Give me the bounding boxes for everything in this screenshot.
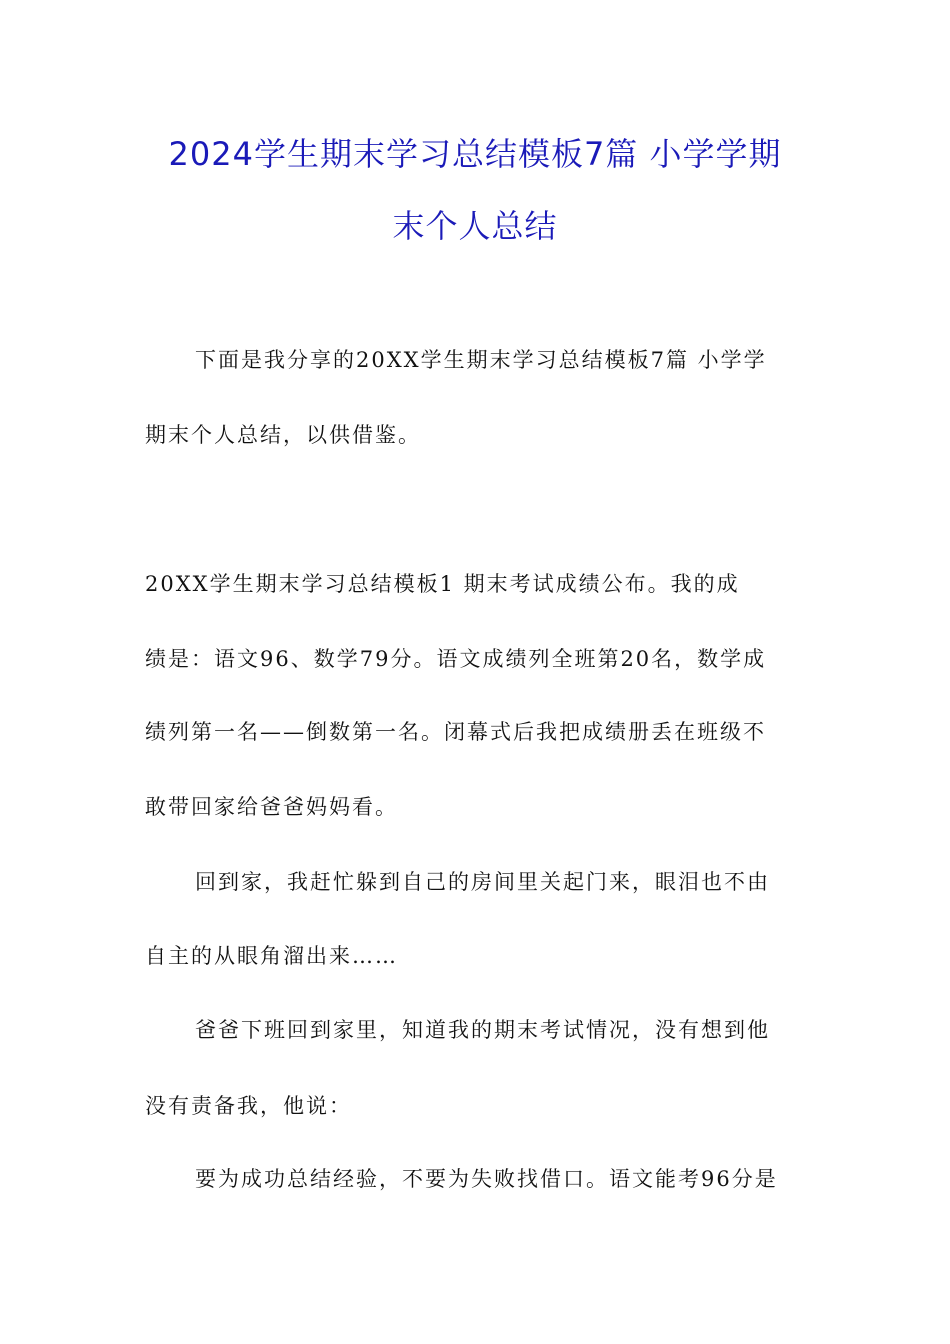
template1-paragraph-line-1: 20XX学生期末学习总结模板1 期末考试成绩公布。我的成 (145, 572, 740, 596)
father-paragraph-line-2: 没有责备我，他说： (145, 1094, 352, 1118)
document-title-line-2: 末个人总结 (392, 207, 558, 245)
intro-paragraph-line-1: 下面是我分享的20XX学生期末学习总结模板7篇 小学学 (195, 348, 767, 372)
home-paragraph-line-1: 回到家，我赶忙躲到自己的房间里关起门来，眼泪也不由 (195, 870, 770, 894)
intro-paragraph-line-2: 期末个人总结，以供借鉴。 (145, 423, 421, 447)
advice-paragraph-line-1: 要为成功总结经验，不要为失败找借口。语文能考96分是 (195, 1167, 778, 1191)
template1-paragraph-line-4: 敢带回家给爸爸妈妈看。 (145, 795, 398, 819)
home-paragraph-line-2: 自主的从眼角溜出来…… (145, 944, 398, 968)
template1-paragraph-line-3: 绩列第一名——倒数第一名。闭幕式后我把成绩册丢在班级不 (145, 720, 766, 744)
template1-paragraph-line-2: 绩是：语文96、数学79分。语文成绩列全班第20名，数学成 (145, 647, 767, 671)
document-title-line-1: 2024学生期末学习总结模板7篇 小学学期 (168, 135, 782, 173)
father-paragraph-line-1: 爸爸下班回到家里，知道我的期末考试情况，没有想到他 (195, 1018, 770, 1042)
